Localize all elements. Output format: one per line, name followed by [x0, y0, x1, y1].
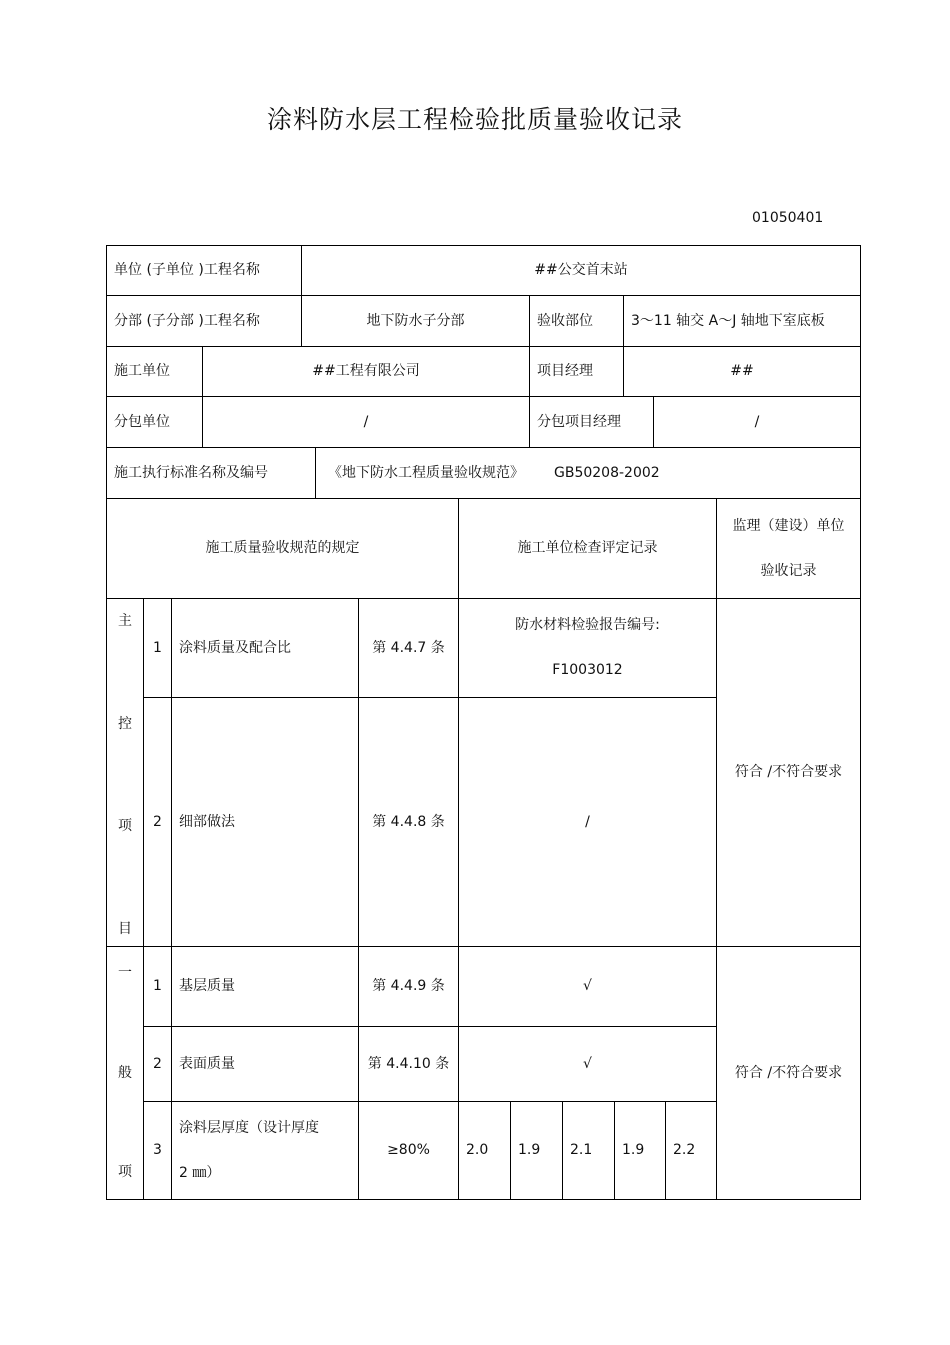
standard-value — [315, 447, 861, 499]
subcontractor-value: / — [202, 396, 530, 448]
sub-pm-label: 分包项目经理 — [529, 396, 654, 448]
page-title: 涂料防水层工程检验批质量验收记录 — [266, 105, 683, 134]
measurement-cell: 1.9 — [614, 1101, 666, 1200]
check-header: 施工单位检查评定记录 — [458, 498, 717, 599]
item-clause: 第 4.4.9 条 — [358, 946, 459, 1027]
group-char: 目 — [118, 921, 132, 938]
item-number: 1 — [143, 598, 172, 698]
measurement-cell: 1.9 — [510, 1101, 563, 1200]
supervision-header — [716, 498, 861, 599]
measurement-cell: 2.0 — [458, 1101, 511, 1200]
record-line1: 防水材料检验报告编号: — [515, 617, 660, 634]
item-name — [171, 1101, 359, 1200]
contractor-value: ##工程有限公司 — [202, 346, 530, 397]
item-name-line2: 2 ㎜） — [179, 1164, 221, 1181]
measurement-cell: 2.1 — [562, 1101, 615, 1200]
item-name: 涂料质量及配合比 — [171, 598, 359, 698]
item-clause: 第 4.4.10 条 — [358, 1026, 459, 1102]
sub-project-label: 分部 (子分部 )工程名称 — [106, 295, 302, 347]
standard-label: 施工执行标准名称及编号 — [106, 447, 316, 499]
item-record: / — [458, 697, 717, 947]
main-control-verdict: 符合 /不符合要求 — [716, 598, 861, 947]
acceptance-part-value: 3～11 轴交 A～J 轴地下室底板 — [623, 295, 861, 347]
standard-code: GB50208-2002 — [554, 464, 660, 481]
item-number: 1 — [143, 946, 172, 1027]
subcontractor-label: 分包单位 — [106, 396, 203, 448]
item-name: 表面质量 — [171, 1026, 359, 1102]
measurement-cell: 2.2 — [665, 1101, 717, 1200]
item-name: 细部做法 — [171, 697, 359, 947]
supervision-header-line1: 监理（建设）单位 — [732, 517, 845, 534]
group-char: 般 — [118, 1064, 132, 1081]
group-char: 主 — [118, 613, 132, 629]
unit-project-value: ##公交首末站 — [301, 245, 861, 296]
group-char: 项 — [118, 818, 132, 835]
group-char: 一 — [118, 965, 132, 981]
item-record: √ — [458, 946, 717, 1027]
item-name: 基层质量 — [171, 946, 359, 1027]
item-clause: ≥80% — [358, 1101, 459, 1200]
item-number: 2 — [143, 1026, 172, 1102]
sub-project-value: 地下防水子分部 — [301, 295, 530, 347]
item-clause: 第 4.4.7 条 — [358, 598, 459, 698]
pm-value: ## — [623, 346, 861, 397]
pm-label: 项目经理 — [529, 346, 624, 397]
spec-header: 施工质量验收规范的规定 — [106, 498, 459, 599]
item-number: 2 — [143, 697, 172, 947]
item-clause: 第 4.4.8 条 — [358, 697, 459, 947]
form-code: 01050401 — [752, 210, 824, 226]
sub-pm-value: / — [653, 396, 861, 448]
group-char: 控 — [118, 715, 132, 732]
general-group-label — [106, 946, 144, 1200]
main-control-group-label — [106, 598, 144, 947]
item-record — [458, 598, 717, 698]
item-number: 3 — [143, 1101, 172, 1200]
group-char: 项 — [118, 1164, 132, 1181]
record-line2: F1003012 — [552, 662, 623, 678]
unit-project-label: 单位 (子单位 )工程名称 — [106, 245, 302, 296]
supervision-header-line2: 验收记录 — [760, 562, 817, 579]
general-verdict: 符合 /不符合要求 — [716, 946, 861, 1200]
item-name-line1: 涂料层厚度（设计厚度 — [179, 1119, 319, 1136]
contractor-label: 施工单位 — [106, 346, 203, 397]
item-record: √ — [458, 1026, 717, 1102]
acceptance-part-label: 验收部位 — [529, 295, 624, 347]
standard-name: 《地下防水工程质量验收规范》 — [328, 464, 524, 481]
